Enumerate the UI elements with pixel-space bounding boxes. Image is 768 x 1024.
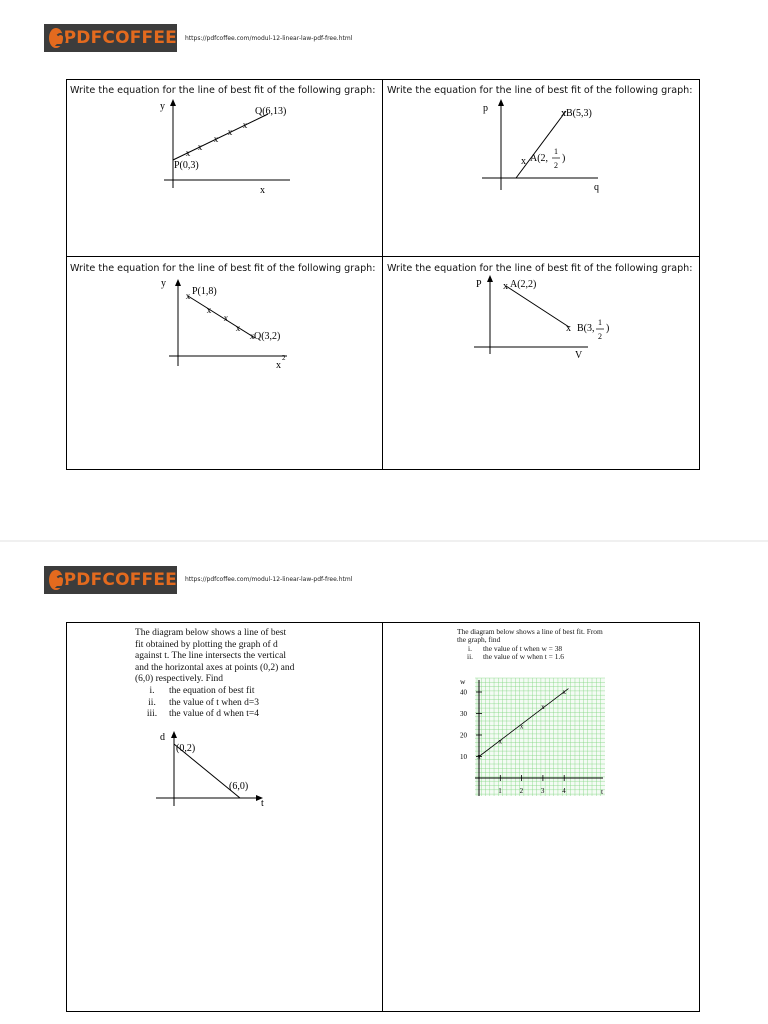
question-text: Write the equation for the line of best fit of the following graph:: [387, 263, 693, 274]
question-text: Write the equation for the line of best fit of the following graph:: [387, 85, 693, 96]
y-tick-label: 10: [460, 753, 467, 761]
graph-cell-4: [470, 274, 620, 366]
graph-cell-2: [478, 98, 618, 198]
data-point: x: [498, 737, 503, 746]
x-axis-label: t: [601, 787, 604, 796]
y-axis-label: d: [160, 732, 165, 743]
point-label-x: (6,0): [229, 781, 249, 792]
fraction-denominator: 2: [598, 332, 602, 341]
source-url[interactable]: https://pdfcoffee.com/modul-12-linear-law-pdf-free.html: [185, 576, 353, 583]
fraction-numerator: 1: [598, 318, 602, 327]
x-axis-label: q: [594, 182, 599, 193]
y-tick-label: 20: [460, 731, 467, 740]
source-url[interactable]: https://pdfcoffee.com/modul-12-linear-law-pdf-free.html: [185, 35, 353, 42]
x-axis-exponent: 2: [282, 354, 286, 362]
y-axis-label: y: [161, 278, 166, 289]
svg-text:x: x: [197, 142, 203, 152]
data-point: x: [519, 722, 524, 731]
point-label-end: Q(3,2): [254, 331, 281, 342]
svg-text:x: x: [503, 281, 508, 292]
svg-text:x: x: [566, 323, 571, 334]
svg-text:x: x: [561, 108, 566, 119]
question-text: Write the equation for the line of best fit of the following graph:: [70, 263, 376, 274]
y-axis-label: p: [483, 103, 488, 114]
graph-right: [455, 670, 625, 802]
x-tick-label: 2: [519, 787, 524, 795]
y-tick-label: 30: [460, 710, 467, 718]
fraction-numerator: 1: [554, 147, 558, 156]
coffee-logo-icon: [49, 570, 63, 590]
point-label-end: B(5,3): [566, 108, 592, 119]
point-label-mid: A(2,: [530, 153, 549, 164]
x-axis-label: x: [260, 185, 265, 196]
x-tick-label: 1: [498, 787, 502, 795]
graph-cell-1: [150, 98, 300, 198]
coffee-logo-icon: [49, 28, 63, 48]
svg-text:x: x: [249, 331, 255, 341]
svg-text:): ): [606, 323, 610, 334]
svg-text:x: x: [223, 313, 229, 323]
y-axis-label: w: [460, 677, 466, 686]
point-label-start: P(0,3): [174, 160, 199, 171]
svg-text:x: x: [235, 323, 241, 333]
pdfcoffee-logo[interactable]: [44, 566, 177, 594]
point-label-start: A(2,2): [510, 279, 537, 290]
pdfcoffee-logo[interactable]: [44, 24, 177, 52]
point-label-end: Q(6,13): [255, 106, 287, 117]
point-label-end: B(3,: [577, 323, 595, 334]
data-point: x: [541, 703, 545, 712]
logo-text: PDFCOFFEE: [63, 28, 177, 48]
svg-text:x: x: [521, 156, 526, 167]
svg-text:x: x: [242, 120, 248, 130]
grid-divider-vertical: [382, 622, 383, 1012]
fraction-denominator: 2: [554, 161, 558, 170]
svg-text:x: x: [185, 148, 191, 158]
x-axis-label: x: [276, 360, 281, 371]
y-axis-label: P: [476, 279, 482, 290]
grid-divider-horizontal: [66, 256, 700, 257]
x-tick-label: 3: [540, 787, 545, 795]
svg-text:x: x: [213, 134, 219, 144]
problem-text-left: The diagram below shows a line of best fit obtained by plotting the graph of d against t. The line intersects the vertical and the horizontal axes at points (0,2) and (6,0) respectively. Find i. the equation of best fit ii. the value of t when d=3 iii. the value of d when t=4: [135, 628, 295, 720]
svg-text:): ): [562, 153, 566, 164]
y-tick-label: 40: [460, 688, 467, 697]
graph-cell-3: [155, 276, 295, 376]
graph-left: [150, 730, 270, 810]
svg-text:x: x: [206, 305, 212, 315]
data-point: x: [477, 752, 481, 761]
page-2: [0, 542, 768, 1024]
question-text: Write the equation for the line of best fit of the following graph:: [70, 85, 376, 96]
logo-text: PDFCOFFEE: [63, 570, 177, 590]
data-point: x: [562, 688, 566, 696]
x-axis-label: t: [261, 798, 264, 809]
problem-text-right: The diagram below shows a line of best fit. From the graph, find i. the value of t when w = 38 ii. the value of w when t = 1.6: [457, 627, 603, 662]
x-axis-label: V: [575, 350, 583, 361]
point-label-y: (0,2): [176, 743, 196, 754]
point-label-start: P(1,8): [192, 286, 217, 297]
svg-text:x: x: [185, 291, 191, 301]
x-tick-label: 4: [562, 787, 566, 795]
grid-divider-vertical: [382, 79, 383, 470]
y-axis-label: y: [160, 101, 165, 112]
svg-text:x: x: [227, 127, 233, 137]
